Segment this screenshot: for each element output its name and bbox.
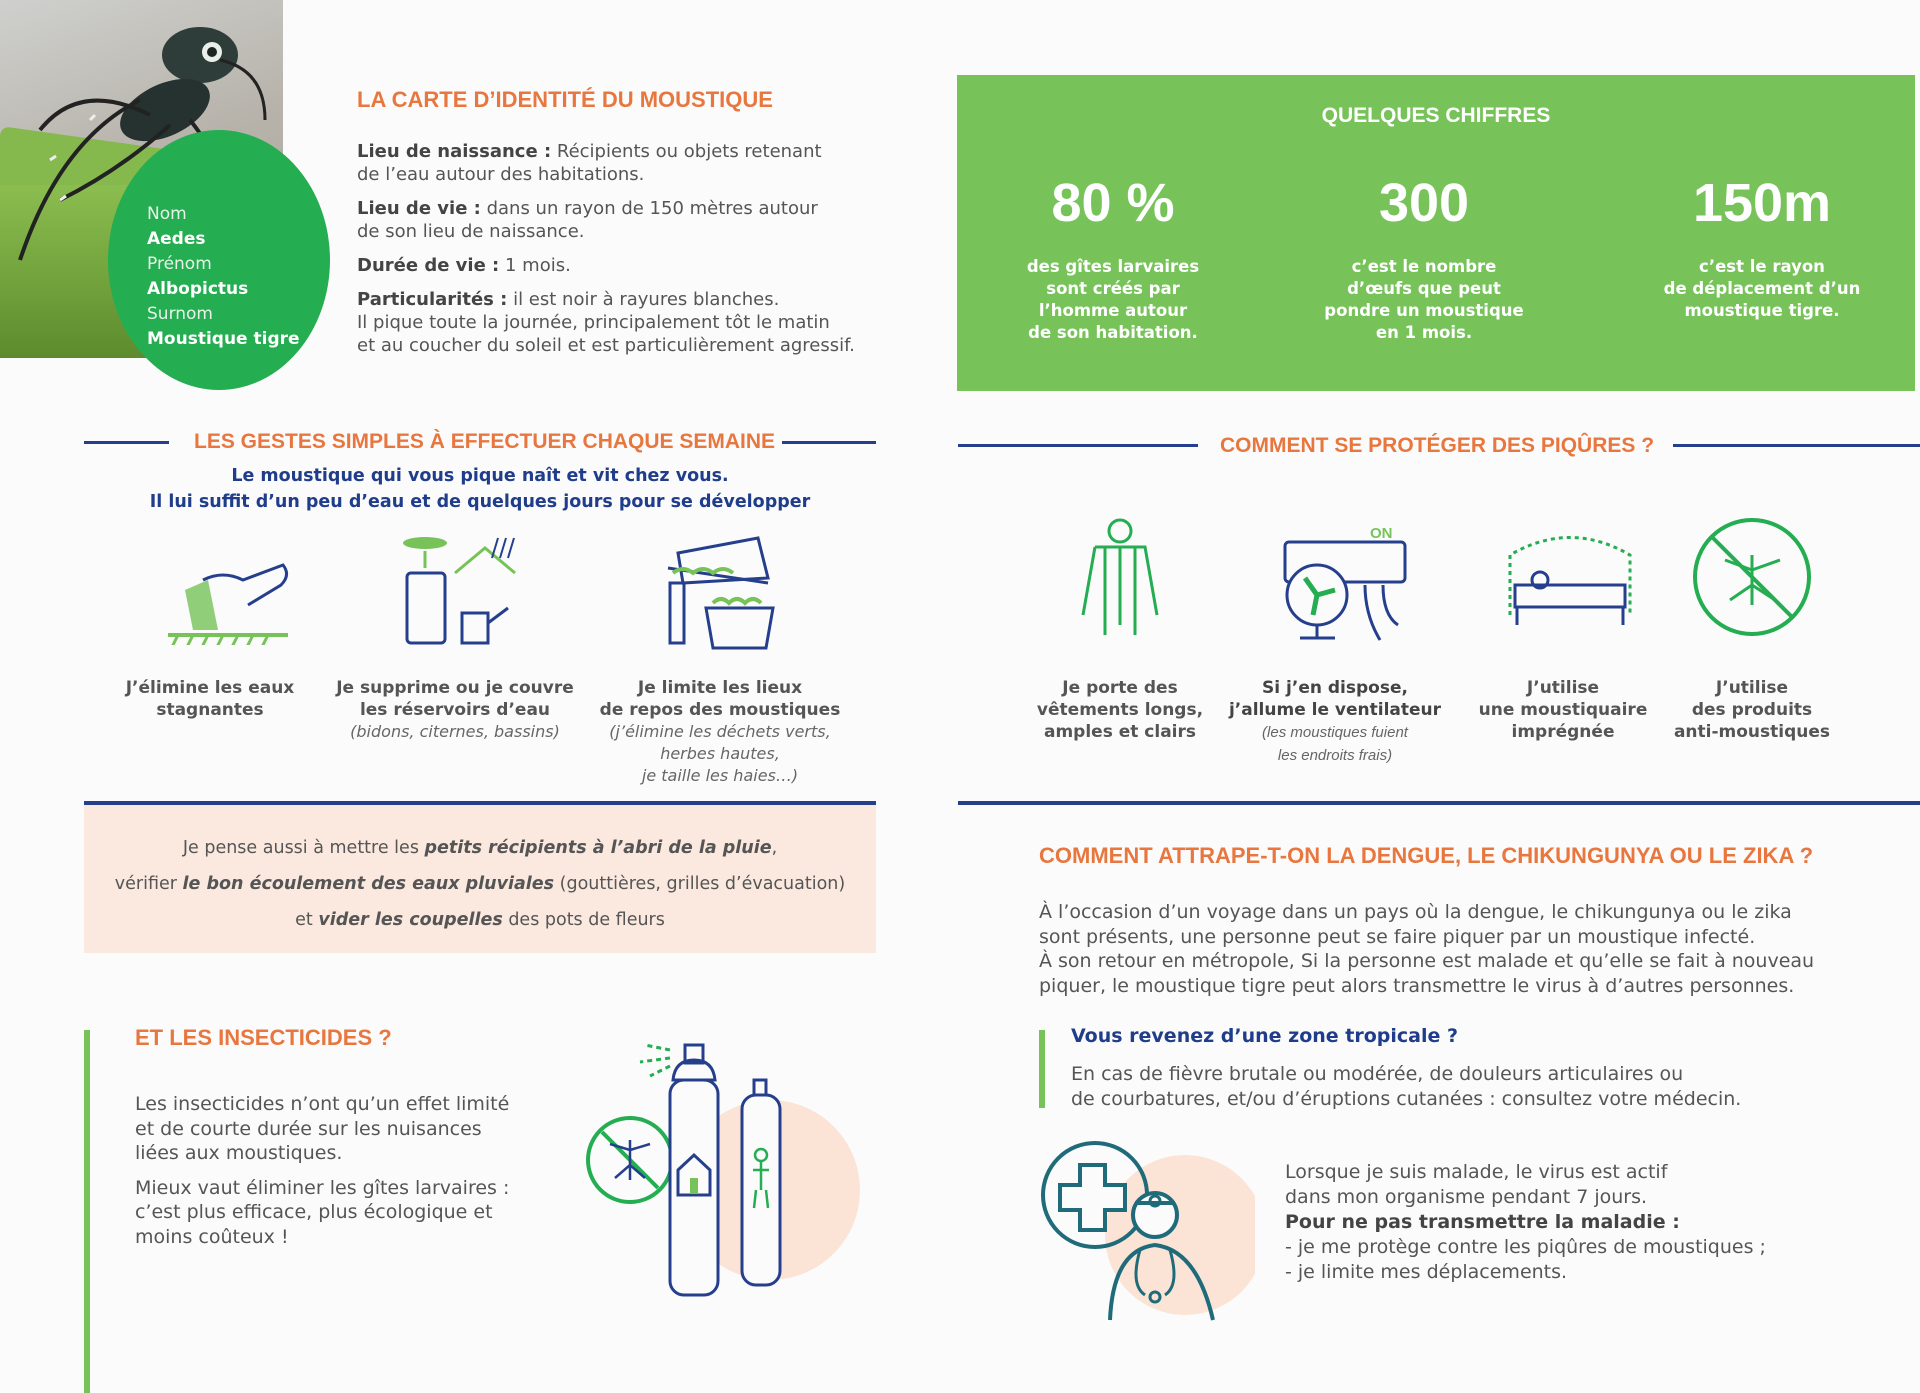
geste-caption-eaux <box>105 677 315 721</box>
protect-caption-vetements <box>1020 677 1220 743</box>
lieu-naissance-text-2: de l’eau autour des habitations. <box>357 164 645 185</box>
tips-text <box>84 830 876 938</box>
lieu-vie-text: dans un rayon de 150 mètres autour <box>480 198 818 219</box>
stat-text: de son habitation. <box>1028 323 1198 342</box>
body-line: de courbatures, et/ou d’éruptions cutanées : consultez votre médecin. <box>1071 1087 1742 1110</box>
lieu-naissance-text: Récipients ou objets retenant <box>551 141 822 162</box>
lieu-vie-text-2: de son lieu de naissance. <box>357 221 585 242</box>
carte-identite-title: LA CARTE D’IDENTITÉ DU MOUSTIQUE <box>357 87 773 112</box>
body-line: - je limite mes déplacements. <box>1285 1261 1568 1283</box>
body-line: c’est plus efficace, plus écologique et <box>135 1201 493 1223</box>
caption-line: J’utilise <box>1526 678 1600 698</box>
caption-note: (les moustiques fuient <box>1262 724 1408 741</box>
dengue-title: COMMENT ATTRAPE-T-ON LA DENGUE, LE CHIKUNGUNYA OU LE ZIKA ? <box>1039 843 1814 868</box>
caption-line: amples et clairs <box>1043 722 1197 742</box>
caption-line: les réservoirs d’eau <box>359 700 551 720</box>
water-tank-icon <box>400 533 530 653</box>
caption-note: (j’élimine les déchets verts, <box>609 722 831 741</box>
tropical-side-bar <box>1039 1030 1045 1108</box>
particularites-text-2: Il pique toute la journée, principalement tôt le matin <box>357 312 830 333</box>
particularites-text: il est noir à rayures blanches. <box>507 289 780 310</box>
caption-note: les endroits frais) <box>1277 747 1393 764</box>
tips-emphasis: vider les coupelles <box>318 910 503 930</box>
body-line: et de courte durée sur les nuisances <box>135 1117 482 1140</box>
insecticides-title: ET LES INSECTICIDES ? <box>135 1025 392 1050</box>
body-line: En cas de fièvre brutale ou modérée, de douleurs articulaires ou <box>1071 1063 1684 1085</box>
malade-text <box>1285 1160 1885 1285</box>
body-line: Les insecticides n’ont qu’un effet limité <box>135 1093 510 1115</box>
geste-caption-repos <box>590 677 850 787</box>
on-label: ON <box>1370 525 1393 542</box>
caption-line: Je limite les lieux <box>637 678 803 698</box>
gestes-subtitle-1: Le moustique qui vous pique naît et vit chez vous. <box>231 466 729 486</box>
nom-value: Aedes <box>147 229 206 249</box>
body-line: moins coûteux ! <box>135 1225 289 1248</box>
body-line: Mieux vaut éliminer les gîtes larvaires : <box>135 1176 510 1199</box>
divider-line <box>1673 444 1920 447</box>
body-line-bold: Pour ne pas transmettre la maladie : <box>1285 1211 1680 1233</box>
tips-text-part: des pots de fleurs <box>502 910 665 930</box>
caption-line: Je porte des <box>1062 678 1178 698</box>
surnom-value: Moustique tigre <box>147 329 300 349</box>
protect-caption-produits <box>1652 677 1852 743</box>
body-line: À son retour en métropole, Si la personne est malade et qu’elle se fait à nouveau <box>1039 950 1815 972</box>
stat-text: c’est le nombre <box>1351 257 1497 276</box>
mosquito-net-bed-icon <box>1505 525 1635 635</box>
protect-caption-ventilateur <box>1225 677 1445 767</box>
stat-rayon <box>1612 170 1912 322</box>
dengue-body <box>1039 900 1879 998</box>
particularites-text-3: et au coucher du soleil et est particulièrement agressif. <box>357 335 855 356</box>
tropical-title: Vous revenez d’une zone tropicale ? <box>1071 1025 1459 1047</box>
carte-identite-body <box>357 140 887 368</box>
stat-text: des gîtes larvaires <box>1026 257 1200 276</box>
prenom-label: Prénom <box>147 254 212 274</box>
body-line: - je me protège contre les piqûres de moustiques ; <box>1285 1236 1766 1258</box>
stat-text: en 1 mois. <box>1375 323 1473 342</box>
stat-text: pondre un moustique <box>1324 301 1524 320</box>
surnom-label: Surnom <box>147 304 213 324</box>
caption-line: stagnantes <box>156 700 264 720</box>
stat-gites <box>963 170 1263 344</box>
prenom-value: Albopictus <box>147 279 249 299</box>
stat-text: d’œufs que peut <box>1347 279 1501 298</box>
body-line: piquer, le moustique tigre peut alors transmettre le virus à d’autres personnes. <box>1039 974 1795 997</box>
tropical-body <box>1071 1062 1871 1111</box>
caption-line: vêtements longs, <box>1036 700 1204 720</box>
caption-line: Je supprime ou je couvre <box>336 678 574 698</box>
lieu-naissance-label: Lieu de naissance : <box>357 141 552 162</box>
divider-line <box>782 441 876 444</box>
chiffres-title: QUELQUES CHIFFRES <box>1321 104 1551 127</box>
nom-label: Nom <box>147 204 187 224</box>
anti-mosquito-icon <box>1690 515 1815 640</box>
body-line: dans mon organisme pendant 7 jours. <box>1285 1186 1648 1208</box>
proteger-title: COMMENT SE PROTÉGER DES PIQÛRES ? <box>1220 434 1655 457</box>
stat-value: 80 % <box>1051 173 1175 233</box>
caption-line: de repos des moustiques <box>599 700 841 720</box>
caption-line: J’élimine les eaux <box>125 678 295 698</box>
stat-text: sont créés par <box>1046 279 1180 298</box>
stat-text: moustique tigre. <box>1684 301 1840 320</box>
fan-icon <box>1275 520 1410 645</box>
tips-emphasis: petits récipients à l’abri de la pluie <box>424 838 772 858</box>
caption-line: des produits <box>1691 700 1813 720</box>
caption-line: anti-moustiques <box>1673 722 1831 742</box>
water-pouring-icon <box>163 535 293 645</box>
divider-line <box>958 444 1198 447</box>
doctor-icon <box>1035 1135 1255 1325</box>
geste-caption-reservoirs <box>330 677 580 743</box>
body-line: À l’occasion d’un voyage dans un pays où la dengue, le chikungunya ou le zika <box>1039 901 1792 923</box>
stat-oeufs <box>1274 170 1574 344</box>
caption-line: J’utilise <box>1715 678 1789 698</box>
lieu-vie-label: Lieu de vie : <box>357 198 481 219</box>
gutter-debris-icon <box>658 533 783 653</box>
gestes-title: LES GESTES SIMPLES À EFFECTUER CHAQUE SEMAINE <box>194 430 776 453</box>
stat-value: 300 <box>1378 173 1470 233</box>
protect-caption-moustiquaire <box>1463 677 1663 743</box>
caption-note: herbes hautes, <box>660 744 780 763</box>
divider-line <box>958 801 1920 805</box>
body-line: sont présents, une personne peut se faire piquer par un moustique infecté. <box>1039 925 1756 948</box>
insecticides-side-bar <box>84 1030 90 1393</box>
divider-line <box>84 441 169 444</box>
identity-card <box>147 202 300 352</box>
caption-line: Si j’en dispose, <box>1262 678 1408 698</box>
stat-text: de déplacement d’un <box>1663 279 1861 298</box>
tips-text-part: vérifier <box>114 874 183 894</box>
caption-line: imprégnée <box>1511 722 1615 742</box>
caption-note: (bidons, citernes, bassins) <box>350 722 560 741</box>
duree-text: 1 mois. <box>499 255 571 276</box>
gestes-subtitle-2: Il lui suffit d’un peu d’eau et de quelques jours pour se développer <box>149 492 811 512</box>
particularites-label: Particularités : <box>357 289 508 310</box>
tips-text-part: et <box>295 910 319 930</box>
tips-emphasis: le bon écoulement des eaux pluviales <box>182 874 555 894</box>
caption-line: une moustiquaire <box>1478 700 1648 720</box>
stat-text: c’est le rayon <box>1699 257 1825 276</box>
stat-value: 150m <box>1692 173 1832 233</box>
body-line: liées aux moustiques. <box>135 1142 343 1164</box>
stat-text: l’homme autour <box>1038 301 1188 320</box>
duree-label: Durée de vie : <box>357 255 500 276</box>
tips-text-part: (gouttières, grilles d’évacuation) <box>554 874 846 894</box>
insecticides-body <box>135 1092 555 1259</box>
tips-text-part: Je pense aussi à mettre les <box>182 838 425 858</box>
gestes-subtitle <box>85 463 875 515</box>
caption-note: je taille les haies…) <box>641 766 799 785</box>
tips-text-part: , <box>771 838 778 858</box>
insecticide-spray-icon <box>570 1040 870 1305</box>
caption-line: j’allume le ventilateur <box>1228 700 1442 720</box>
long-clothes-icon <box>1075 515 1165 640</box>
body-line: Lorsque je suis malade, le virus est actif <box>1285 1161 1668 1183</box>
